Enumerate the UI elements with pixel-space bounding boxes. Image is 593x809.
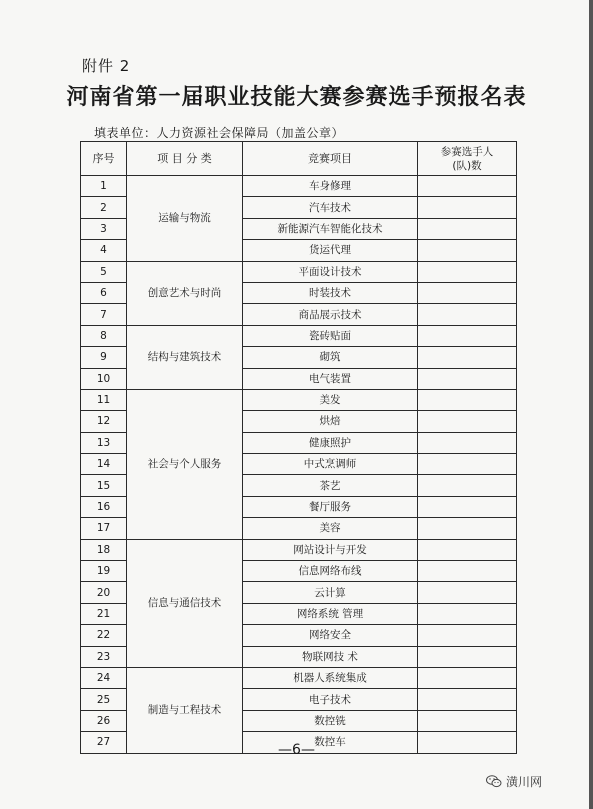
row-number: 17 bbox=[81, 518, 127, 539]
row-number: 23 bbox=[81, 646, 127, 667]
table-body bbox=[81, 176, 517, 754]
contestant-count-cell[interactable] bbox=[418, 304, 517, 325]
contestant-count-cell[interactable] bbox=[418, 325, 517, 346]
row-number: 26 bbox=[81, 710, 127, 731]
contestant-count-cell[interactable] bbox=[418, 475, 517, 496]
category-cell: 信息与通信技术 bbox=[127, 539, 243, 667]
contestant-count-cell[interactable] bbox=[418, 432, 517, 453]
competition-item: 物联网技 术 bbox=[243, 646, 418, 667]
row-number: 21 bbox=[81, 603, 127, 624]
competition-item: 美发 bbox=[243, 389, 418, 410]
competition-item: 网络系统 管理 bbox=[243, 603, 418, 624]
row-number: 18 bbox=[81, 539, 127, 560]
category-cell: 运输与物流 bbox=[127, 176, 243, 262]
competition-item: 新能源汽车智能化技术 bbox=[243, 218, 418, 239]
contestant-count-cell[interactable] bbox=[418, 261, 517, 282]
row-number: 16 bbox=[81, 496, 127, 517]
contestant-count-cell[interactable] bbox=[418, 176, 517, 197]
contestant-count-cell[interactable] bbox=[418, 218, 517, 239]
header-contestants: 参赛选手人 (队)数 bbox=[418, 142, 517, 176]
contestant-count-cell[interactable] bbox=[418, 496, 517, 517]
contestant-count-cell[interactable] bbox=[418, 646, 517, 667]
table-row bbox=[81, 325, 517, 346]
contestant-count-cell[interactable] bbox=[418, 389, 517, 410]
contestant-count-cell[interactable] bbox=[418, 240, 517, 261]
contestant-count-cell[interactable] bbox=[418, 603, 517, 624]
row-number: 20 bbox=[81, 582, 127, 603]
row-number: 3 bbox=[81, 218, 127, 239]
contestant-count-cell[interactable] bbox=[418, 561, 517, 582]
competition-item: 汽车技术 bbox=[243, 197, 418, 218]
row-number: 7 bbox=[81, 304, 127, 325]
watermark bbox=[486, 773, 542, 790]
page-number: —6— bbox=[278, 742, 315, 758]
contestant-count-cell[interactable] bbox=[418, 282, 517, 303]
header-category: 项 目 分 类 bbox=[127, 142, 243, 176]
wechat-icon bbox=[486, 775, 502, 788]
row-number: 12 bbox=[81, 411, 127, 432]
table-header-row bbox=[81, 142, 517, 176]
competition-item: 电气装置 bbox=[243, 368, 418, 389]
registration-table bbox=[80, 141, 517, 754]
row-number: 8 bbox=[81, 325, 127, 346]
header-seq: 序号 bbox=[81, 142, 127, 176]
row-number: 4 bbox=[81, 240, 127, 261]
fill-unit-label: 填表单位：人力资源社会保障局（加盖公章） bbox=[94, 126, 345, 140]
competition-item: 餐厅服务 bbox=[243, 496, 418, 517]
contestant-count-cell[interactable] bbox=[418, 625, 517, 646]
row-number: 11 bbox=[81, 389, 127, 410]
competition-item: 平面设计技术 bbox=[243, 261, 418, 282]
contestant-count-cell[interactable] bbox=[418, 347, 517, 368]
contestant-count-cell[interactable] bbox=[418, 667, 517, 688]
contestant-count-cell[interactable] bbox=[418, 582, 517, 603]
row-number: 25 bbox=[81, 689, 127, 710]
competition-item: 茶艺 bbox=[243, 475, 418, 496]
contestant-count-cell[interactable] bbox=[418, 710, 517, 731]
row-number: 24 bbox=[81, 667, 127, 688]
row-number: 9 bbox=[81, 347, 127, 368]
competition-item: 信息网络布线 bbox=[243, 561, 418, 582]
row-number: 5 bbox=[81, 261, 127, 282]
competition-item: 商品展示技术 bbox=[243, 304, 418, 325]
category-cell: 结构与建筑技术 bbox=[127, 325, 243, 389]
row-number: 19 bbox=[81, 561, 127, 582]
page-title: 河南省第一届职业技能大赛参赛选手预报名表 bbox=[66, 85, 527, 110]
table-row bbox=[81, 389, 517, 410]
competition-item: 美容 bbox=[243, 518, 418, 539]
contestant-count-cell[interactable] bbox=[418, 518, 517, 539]
table-row bbox=[81, 539, 517, 560]
contestant-count-cell[interactable] bbox=[418, 411, 517, 432]
contestant-count-cell[interactable] bbox=[418, 197, 517, 218]
competition-item: 时装技术 bbox=[243, 282, 418, 303]
attachment-label: 附件 2 bbox=[82, 57, 131, 75]
competition-item: 砌筑 bbox=[243, 347, 418, 368]
competition-item: 中式烹调师 bbox=[243, 454, 418, 475]
watermark-text: 潢川网 bbox=[506, 775, 543, 789]
competition-item: 车身修理 bbox=[243, 176, 418, 197]
row-number: 6 bbox=[81, 282, 127, 303]
competition-item: 货运代理 bbox=[243, 240, 418, 261]
competition-item: 瓷砖贴面 bbox=[243, 325, 418, 346]
category-cell: 创意艺术与时尚 bbox=[127, 261, 243, 325]
page-edge bbox=[589, 0, 593, 809]
category-cell: 制造与工程技术 bbox=[127, 667, 243, 753]
contestant-count-cell[interactable] bbox=[418, 454, 517, 475]
table-row bbox=[81, 176, 517, 197]
row-number: 27 bbox=[81, 732, 127, 753]
competition-item: 云计算 bbox=[243, 582, 418, 603]
row-number: 2 bbox=[81, 197, 127, 218]
competition-item: 数控车 bbox=[243, 732, 418, 753]
row-number: 13 bbox=[81, 432, 127, 453]
contestant-count-cell[interactable] bbox=[418, 368, 517, 389]
table-row bbox=[81, 261, 517, 282]
competition-item: 数控铣 bbox=[243, 710, 418, 731]
competition-item: 烘焙 bbox=[243, 411, 418, 432]
competition-item: 网络安全 bbox=[243, 625, 418, 646]
competition-item: 电子技术 bbox=[243, 689, 418, 710]
row-number: 22 bbox=[81, 625, 127, 646]
contestant-count-cell[interactable] bbox=[418, 539, 517, 560]
row-number: 15 bbox=[81, 475, 127, 496]
category-cell: 社会与个人服务 bbox=[127, 389, 243, 539]
competition-item: 健康照护 bbox=[243, 432, 418, 453]
competition-item: 机器人系统集成 bbox=[243, 667, 418, 688]
header-competition: 竞赛项目 bbox=[243, 142, 418, 176]
row-number: 1 bbox=[81, 176, 127, 197]
table-row bbox=[81, 667, 517, 688]
competition-item: 网站设计与开发 bbox=[243, 539, 418, 560]
row-number: 10 bbox=[81, 368, 127, 389]
contestant-count-cell[interactable] bbox=[418, 689, 517, 710]
row-number: 14 bbox=[81, 454, 127, 475]
